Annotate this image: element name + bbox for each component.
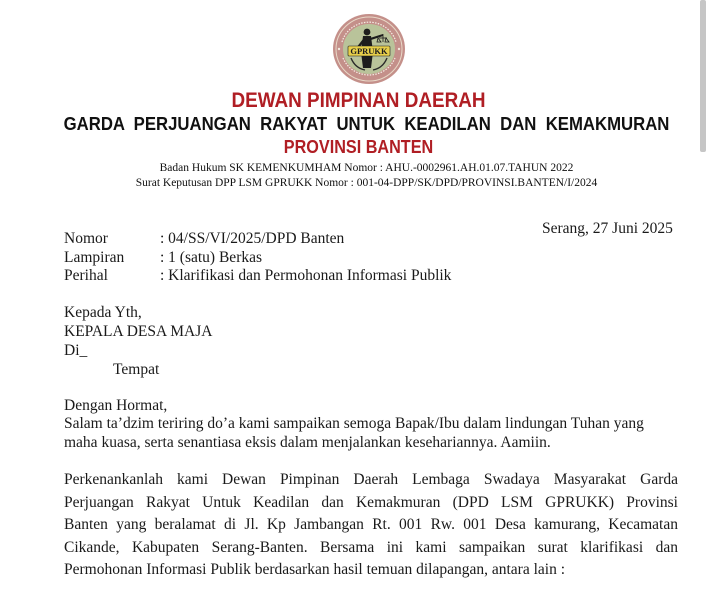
body-paragraph (64, 469, 678, 582)
vertical-scrollbar[interactable] (700, 0, 706, 152)
meta-label: Lampiran (64, 249, 125, 266)
recipient-place: Tempat (113, 361, 160, 378)
meta-value: : 04/SS/VI/2025/DPD Banten (160, 230, 345, 247)
gprukk-seal-logo-icon (325, 12, 413, 86)
letterhead-title: DEWAN PIMPINAN DAERAH (231, 89, 486, 112)
meta-label: Perihal (64, 267, 108, 284)
paragraph-line: maha kuasa, serta senantiasa eksis dalam menjalankan kesehariannya. Aamiin. (64, 434, 551, 451)
meta-label: Nomor (64, 230, 108, 247)
paragraph-line: Banten yang beralamat di Jl. Kp Jambangan Rt. 001 Rw. 001 Desa kamurang, Kecamatan (64, 516, 678, 533)
paragraph-line: Salam ta’dzim teriring do’a kami sampaikan semoga Bapak/Ibu dalam lindungan Tuhan yang (64, 415, 644, 432)
paragraph-line: Perjuangan Rakyat Untuk Keadilan dan Kemakmuran (DPD LSM GPRUKK) Provinsi (64, 493, 678, 511)
legal-basis-line-1: Badan Hukum SK KEMENKUMHAM Nomor : AHU.-0002961.AH.01.07.TAHUN 2022 (159, 162, 574, 174)
paragraph-line: Permohonan Informasi Publik berdasarkan hasil temuan dilapangan, antara lain : (64, 561, 566, 578)
paragraph-line: Cikande, Kabupaten Serang-Banten. Bersama ini kami sampaikan surat klarifikasi dan (64, 538, 678, 556)
recipient-salutation: Kepada Yth, (64, 304, 142, 321)
meta-row-lampiran (64, 249, 262, 267)
letterhead-province: PROVINSI BANTEN (283, 137, 434, 157)
recipient-name: KEPALA DESA MAJA (64, 323, 213, 340)
legal-basis-line-2: Surat Keputusan DPP LSM GPRUKK Nomor : 001-04-DPP/SK/DPD/PROVINSI.BANTEN/I/2024 (135, 177, 598, 189)
opening-paragraph (64, 414, 678, 452)
greeting: Dengan Hormat, (64, 397, 168, 414)
meta-row-perihal (64, 267, 451, 285)
letterhead-organization: GARDA PERJUANGAN RAKYAT UNTUK KEADILAN DAN KEMAKMURAN (63, 114, 670, 134)
meta-value: : 1 (satu) Berkas (160, 249, 263, 266)
place-date: Serang, 27 Juni 2025 (542, 220, 673, 237)
svg-text:GPRUKK: GPRUKK (350, 46, 388, 56)
recipient-di: Di_ (64, 342, 88, 359)
meta-value: : Klarifikasi dan Permohonan Informasi Publik (160, 267, 452, 284)
meta-row-nomor (64, 230, 344, 248)
paragraph-line: Perkenankanlah kami Dewan Pimpinan Daerah Lembaga Swadaya Masyarakat Garda (64, 471, 678, 488)
